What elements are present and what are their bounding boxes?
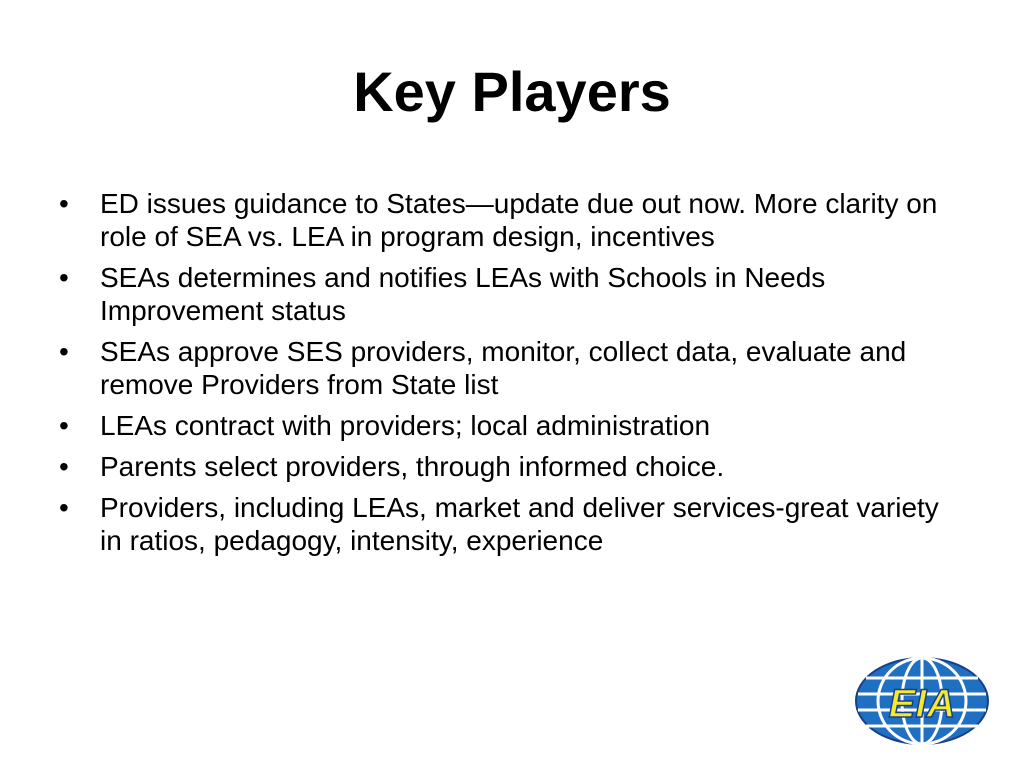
bullet-list bbox=[56, 187, 956, 565]
bullet-item bbox=[56, 450, 956, 483]
logo-text: EIA bbox=[888, 682, 956, 726]
bullet-point-icon: • bbox=[59, 188, 69, 219]
bullet-item bbox=[56, 261, 956, 327]
bullet-text: SEAs determines and notifies LEAs with Schools in Needs Improvement status bbox=[100, 262, 826, 326]
bullet-text: Parents select providers, through informed choice. bbox=[100, 451, 725, 482]
bullet-item bbox=[56, 409, 956, 442]
bullet-text: Providers, including LEAs, market and deliver services-great variety in ratios, pedagogy, intensity, experience bbox=[100, 492, 939, 556]
bullet-text: ED issues guidance to States—update due out now. More clarity on role of SEA vs. LEA in program design, incentives bbox=[100, 188, 938, 252]
bullet-text: SEAs approve SES providers, monitor, collect data, evaluate and remove Providers from State list bbox=[100, 336, 907, 400]
bullet-point-icon: • bbox=[59, 492, 69, 523]
bullet-text: LEAs contract with providers; local administration bbox=[100, 410, 711, 441]
eia-logo bbox=[854, 656, 990, 746]
bullet-item bbox=[56, 187, 956, 253]
bullet-point-icon: • bbox=[59, 410, 69, 441]
bullet-point-icon: • bbox=[59, 336, 69, 367]
bullet-item bbox=[56, 491, 956, 557]
bullet-item bbox=[56, 335, 956, 401]
bullet-point-icon: • bbox=[59, 451, 69, 482]
bullet-point-icon: • bbox=[59, 262, 69, 293]
slide-title: Key Players bbox=[353, 60, 671, 123]
